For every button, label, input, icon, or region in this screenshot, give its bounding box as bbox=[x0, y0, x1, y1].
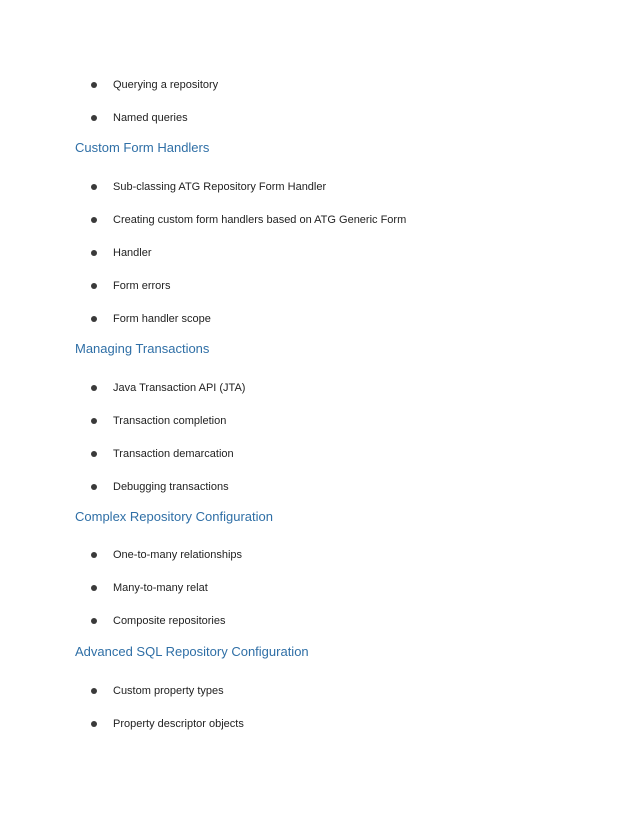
list-item-label: Many-to-many relat bbox=[113, 582, 208, 594]
bullet-icon bbox=[91, 618, 97, 624]
list-item-label: Form handler scope bbox=[113, 313, 211, 325]
list-item bbox=[91, 446, 234, 462]
section-heading-complex-repository-configuration: Complex Repository Configuration bbox=[75, 509, 273, 524]
list-item bbox=[91, 278, 170, 294]
section-heading-advanced-sql-repository-configuration: Advanced SQL Repository Configuration bbox=[75, 644, 309, 659]
list-item bbox=[91, 110, 188, 126]
list-item bbox=[91, 311, 211, 327]
list-item-label: Property descriptor objects bbox=[113, 718, 244, 730]
list-item-label: Debugging transactions bbox=[113, 481, 229, 493]
bullet-icon bbox=[91, 484, 97, 490]
bullet-icon bbox=[91, 184, 97, 190]
bullet-icon bbox=[91, 552, 97, 558]
list-item bbox=[91, 580, 208, 596]
list-item bbox=[91, 245, 152, 261]
bullet-icon bbox=[91, 217, 97, 223]
list-item bbox=[91, 413, 226, 429]
list-item bbox=[91, 212, 406, 228]
section-heading-managing-transactions: Managing Transactions bbox=[75, 341, 210, 356]
list-item-label: Creating custom form handlers based on ATG Generic Form bbox=[113, 214, 407, 226]
list-item bbox=[91, 179, 326, 195]
list-item-label: Named queries bbox=[113, 112, 188, 124]
list-item bbox=[91, 547, 242, 563]
bullet-icon bbox=[91, 385, 97, 391]
list-item-label: Handler bbox=[113, 247, 152, 259]
list-item bbox=[91, 380, 245, 396]
section-heading-custom-form-handlers: Custom Form Handlers bbox=[75, 140, 210, 155]
bullet-icon bbox=[91, 82, 97, 88]
list-item bbox=[91, 77, 218, 93]
list-item-label: Transaction demarcation bbox=[113, 448, 234, 460]
list-item-label: Transaction completion bbox=[113, 415, 227, 427]
bullet-icon bbox=[91, 115, 97, 121]
list-item bbox=[91, 716, 244, 732]
list-item-label: Querying a repository bbox=[113, 79, 219, 91]
bullet-icon bbox=[91, 283, 97, 289]
list-item bbox=[91, 683, 224, 699]
list-item-label: Sub-classing ATG Repository Form Handler bbox=[113, 181, 327, 193]
bullet-icon bbox=[91, 250, 97, 256]
bullet-icon bbox=[91, 721, 97, 727]
list-item bbox=[91, 479, 229, 495]
bullet-icon bbox=[91, 316, 97, 322]
list-item-label: Composite repositories bbox=[113, 615, 226, 627]
bullet-icon bbox=[91, 688, 97, 694]
list-item-label: Form errors bbox=[113, 280, 171, 292]
bullet-icon bbox=[91, 451, 97, 457]
list-item-label: Java Transaction API (JTA) bbox=[113, 382, 246, 394]
bullet-icon bbox=[91, 418, 97, 424]
list-item bbox=[91, 613, 226, 629]
list-item-label: One-to-many relationships bbox=[113, 549, 243, 561]
bullet-icon bbox=[91, 585, 97, 591]
list-item-label: Custom property types bbox=[113, 685, 224, 697]
